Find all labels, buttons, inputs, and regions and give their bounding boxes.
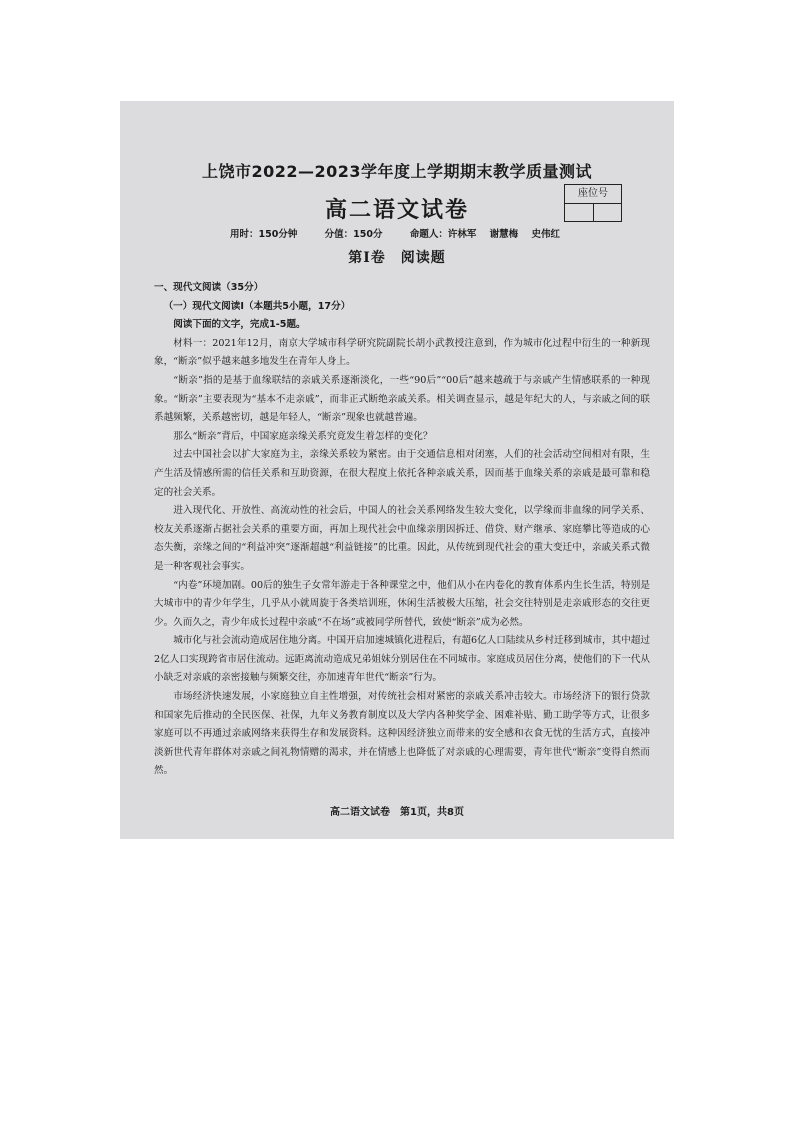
exam-title: 上饶市2022—2023学年度上学期期末教学质量测试 — [201, 162, 593, 181]
exam-time: 用时：150分钟 — [230, 229, 298, 240]
subsection-heading: （一）现代文阅读Ⅰ（本题共5小题，17分） — [163, 300, 351, 312]
section-heading: 一、现代文阅读（35分） — [154, 282, 264, 293]
paragraph: 进入现代化、开放性、高流动性的社会后，中国人的社会关系网络发生较大变化，以学缘而非血缘的同学关系、校友关系逐渐占据社会关系的重要方面，再加上现代社会中血缘亲朋因拆迁、借贷、财产继承、家庭攀比等造成的心态失衡，亲缘之间的“利益冲突”逐渐超越“利益链接”的比重。因此，从传统到现代社会的重大变迁中，亲戚关系式微是一种客观社会事实。 — [154, 505, 650, 572]
exam-meta-row — [230, 226, 594, 240]
exam-authors — [410, 229, 570, 240]
paragraph: 市场经济快速发展，小家庭独立自主性增强，对传统社会相对紧密的亲戚关系冲击较大。市场经济下的银行贷款和国家先后推动的全民医保、社保，九年义务教育制度以及大学内各种奖学金、困难补贴、勤工助学等方式，让很多家庭可以不再通过亲戚网络来获得生存和发展资料。这种因经济独立而带来的安全感和衣食无忧的生活方式，直接冲淡新世代青年群体对亲戚之间礼物情赠的渴求，并在情感上也降低了对亲戚的心理需要，青年世代“断亲”变得自然而然。 — [154, 691, 650, 777]
paragraph: 材料一：2021年12月，南京大学城市科学研究院副院长胡小武教授注意到，作为城市化过程中衍生的一种新现象，“断亲”似乎越来越多地发生在青年人身上。 — [154, 337, 650, 368]
paragraph: “断亲”指的是基于血缘联结的亲戚关系逐渐淡化，一些“90后”“00后”越来越疏于与亲戚产生情感联系的一种现象。“断亲”主要表现为“基本不走亲戚”，而非正式断绝亲戚关系。相关调查显示，越是年纪大的人，与亲戚之间的联系越频繁，关系越密切，越是年轻人，“断亲”现象也就越普遍。 — [154, 374, 650, 424]
paragraph: 那么“断亲”背后，中国家庭亲缘关系究竟发生着怎样的变化？ — [173, 430, 433, 442]
volume-title: 第Ⅰ卷 阅读题 — [348, 250, 446, 266]
author-3: 史伟红 — [531, 229, 560, 240]
paragraph: 过去中国社会以扩大家庭为主，亲缘关系较为紧密。由于交通信息相对闭塞，人们的社会活动空间相对有限，生产生活及情感所需的信任关系和互助资源，在很大程度上依托各种亲戚关系，因而基于血缘关系的亲戚是最可靠和稳定的社会关系。 — [154, 449, 650, 498]
page-footer: 高二语文试卷 第1页，共8页 — [330, 807, 464, 818]
subject-title: 高二语文试卷 — [324, 197, 469, 223]
instruction: 阅读下面的文字，完成1-5题。 — [173, 319, 306, 331]
author-2: 谢慧梅 — [489, 229, 519, 240]
seat-cell — [565, 204, 593, 222]
seat-number-box — [564, 184, 622, 222]
paragraph: 城市化与社会流动造成居住地分离。中国开启加速城镇化进程后，有超6亿人口陆续从乡村迁移到城市，其中超过2亿人口实现跨省市居住流动。远距离流动造成兄弟姐妹分别居住在不同城市。家庭成员居住分离，使他们的下一代从小缺乏对亲戚的亲密接触与频繁交往，亦加速青年世代“断亲”行为。 — [154, 635, 650, 684]
exam-score: 分值：150分 — [324, 229, 383, 240]
author-1: 命题人：许林军 — [409, 229, 477, 240]
paragraph: “内卷”环境加剧。00后的独生子女常年游走于各种课堂之中，他们从小在内卷化的教育体系内生长生活，特别是大城市中的青少年学生，几乎从小就周旋于各类培训班，休闲生活被极大压缩，社会交往特别是走亲戚形态的交往更少。久而久之，青少年成长过程中亲戚“不在场”或被同学所替代，致使“断亲”成为必然。 — [154, 579, 650, 628]
seat-cells — [565, 204, 621, 222]
seat-label: 座位号 — [565, 185, 621, 204]
exam-paper-photo — [120, 101, 674, 839]
reading-content — [154, 279, 650, 781]
seat-cell — [593, 204, 622, 222]
